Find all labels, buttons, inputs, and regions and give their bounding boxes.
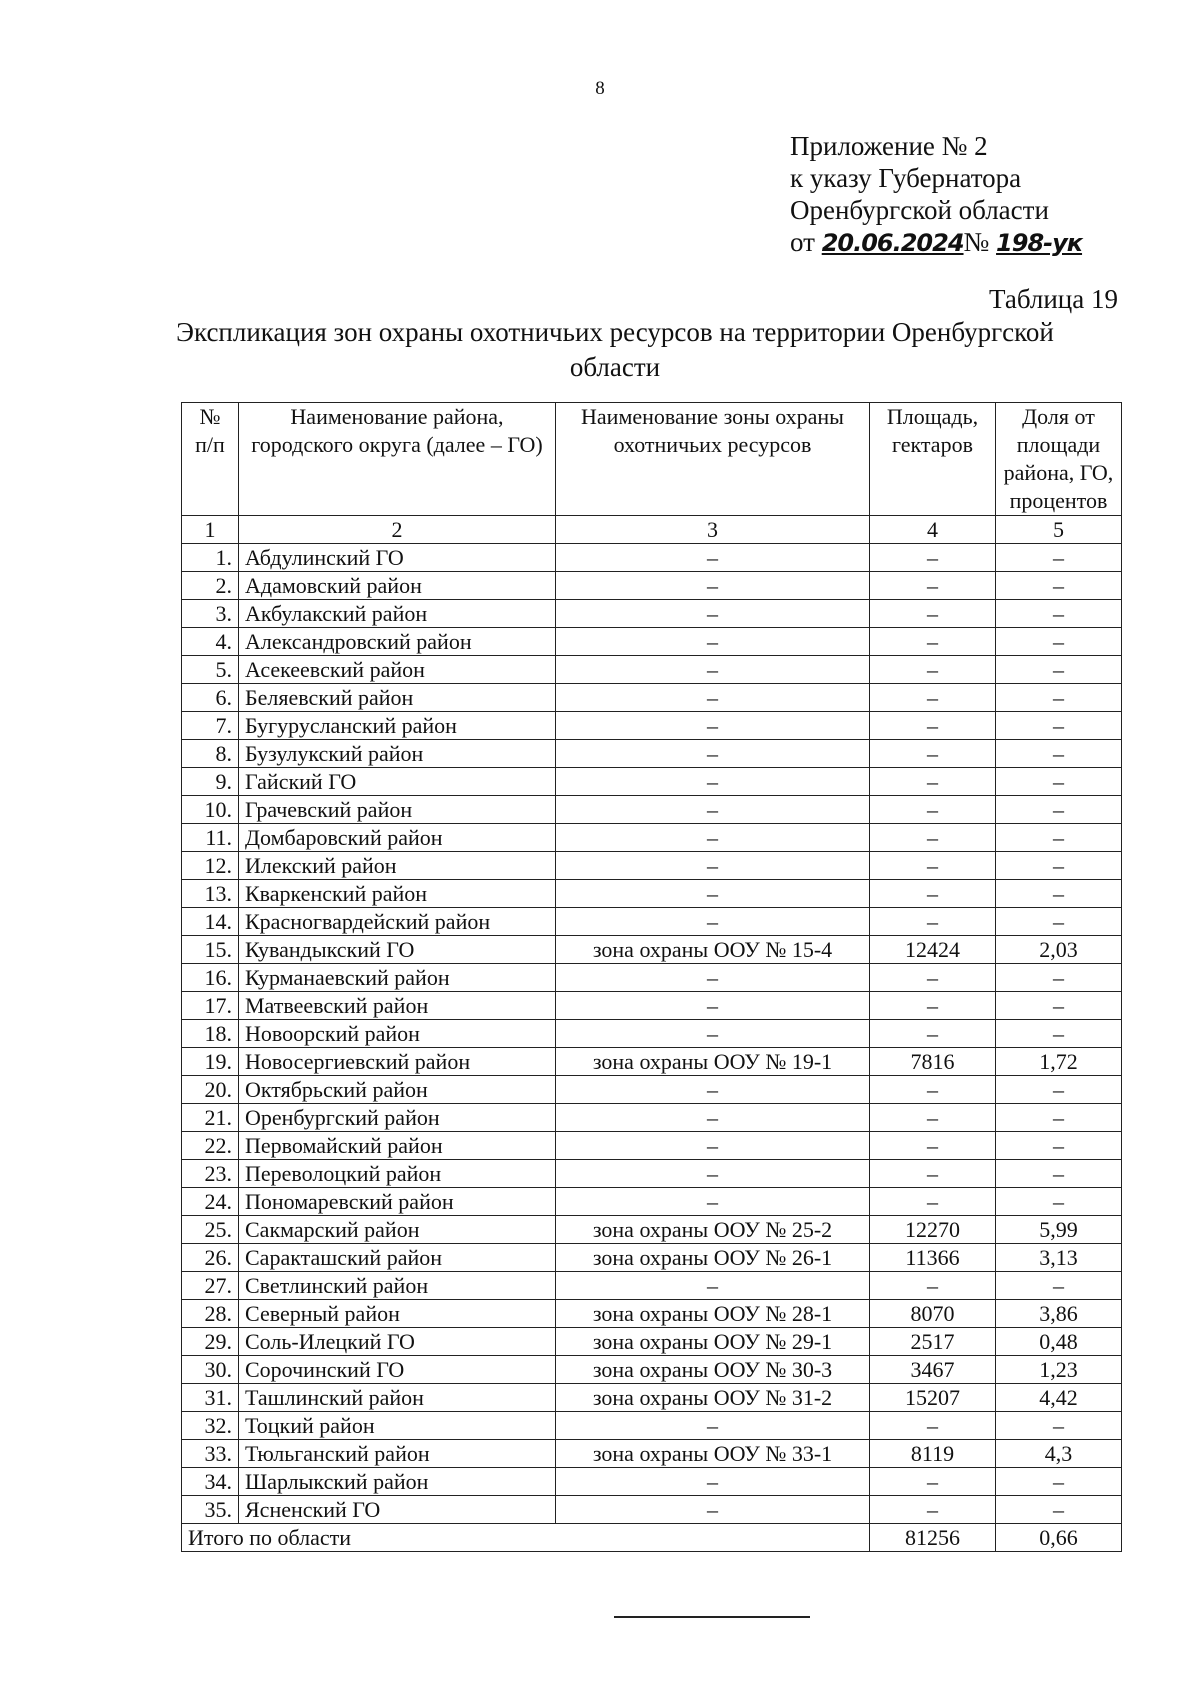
total-share: 0,66 bbox=[996, 1524, 1122, 1552]
total-area: 81256 bbox=[870, 1524, 996, 1552]
share-value: – bbox=[996, 964, 1122, 992]
zone-name: – bbox=[556, 1076, 870, 1104]
row-number: 28. bbox=[182, 1300, 239, 1328]
district-name: Светлинский район bbox=[239, 1272, 556, 1300]
area-value: – bbox=[870, 1020, 996, 1048]
table-row bbox=[182, 1020, 1122, 1048]
district-name: Ясненский ГО bbox=[239, 1496, 556, 1524]
zone-name: зона охраны ООУ № 25-2 bbox=[556, 1216, 870, 1244]
row-number: 5. bbox=[182, 656, 239, 684]
share-value: – bbox=[996, 908, 1122, 936]
row-number: 30. bbox=[182, 1356, 239, 1384]
row-number: 24. bbox=[182, 1188, 239, 1216]
share-value: – bbox=[996, 740, 1122, 768]
row-number: 9. bbox=[182, 768, 239, 796]
share-value: – bbox=[996, 684, 1122, 712]
zone-name: – bbox=[556, 656, 870, 684]
district-name: Северный район bbox=[239, 1300, 556, 1328]
district-name: Соль-Илецкий ГО bbox=[239, 1328, 556, 1356]
zone-name: – bbox=[556, 796, 870, 824]
zone-name: зона охраны ООУ № 15-4 bbox=[556, 936, 870, 964]
zone-name: зона охраны ООУ № 30-3 bbox=[556, 1356, 870, 1384]
area-value: – bbox=[870, 600, 996, 628]
row-number: 18. bbox=[182, 1020, 239, 1048]
area-value: – bbox=[870, 628, 996, 656]
district-name: Новосергиевский район bbox=[239, 1048, 556, 1076]
row-number: 19. bbox=[182, 1048, 239, 1076]
area-value: 8119 bbox=[870, 1440, 996, 1468]
district-name: Грачевский район bbox=[239, 796, 556, 824]
table-row bbox=[182, 1272, 1122, 1300]
area-value: – bbox=[870, 796, 996, 824]
district-name: Александровский район bbox=[239, 628, 556, 656]
zone-name: – bbox=[556, 1496, 870, 1524]
table-row bbox=[182, 1356, 1122, 1384]
row-number: 21. bbox=[182, 1104, 239, 1132]
share-value: 0,48 bbox=[996, 1328, 1122, 1356]
table-row bbox=[182, 712, 1122, 740]
area-value: – bbox=[870, 1496, 996, 1524]
area-value: – bbox=[870, 992, 996, 1020]
share-value: 4,3 bbox=[996, 1440, 1122, 1468]
area-value: – bbox=[870, 1272, 996, 1300]
table-row bbox=[182, 1132, 1122, 1160]
table-row bbox=[182, 1160, 1122, 1188]
area-value: – bbox=[870, 768, 996, 796]
column-number: 3 bbox=[556, 516, 870, 544]
area-value: – bbox=[870, 1104, 996, 1132]
share-value: 3,13 bbox=[996, 1244, 1122, 1272]
area-value: 12424 bbox=[870, 936, 996, 964]
district-name: Матвеевский район bbox=[239, 992, 556, 1020]
district-name: Сакмарский район bbox=[239, 1216, 556, 1244]
district-name: Асекеевский район bbox=[239, 656, 556, 684]
column-number: 4 bbox=[870, 516, 996, 544]
district-name: Красногвардейский район bbox=[239, 908, 556, 936]
zone-name: – bbox=[556, 992, 870, 1020]
row-number: 2. bbox=[182, 572, 239, 600]
zone-name: – bbox=[556, 1272, 870, 1300]
row-number: 35. bbox=[182, 1496, 239, 1524]
share-value: – bbox=[996, 1104, 1122, 1132]
table-row bbox=[182, 1328, 1122, 1356]
table-row bbox=[182, 628, 1122, 656]
share-value: – bbox=[996, 656, 1122, 684]
zone-name: – bbox=[556, 852, 870, 880]
area-value: – bbox=[870, 544, 996, 572]
area-value: 11366 bbox=[870, 1244, 996, 1272]
district-name: Бузулукский район bbox=[239, 740, 556, 768]
zone-name: зона охраны ООУ № 29-1 bbox=[556, 1328, 870, 1356]
share-value: 1,23 bbox=[996, 1356, 1122, 1384]
table-row bbox=[182, 768, 1122, 796]
district-name: Бугурусланский район bbox=[239, 712, 556, 740]
row-number: 4. bbox=[182, 628, 239, 656]
share-value: – bbox=[996, 880, 1122, 908]
header-district: Наименование района, городского округа (далее – ГО) bbox=[239, 403, 556, 516]
zone-name: – bbox=[556, 712, 870, 740]
share-value: – bbox=[996, 1412, 1122, 1440]
footer-divider bbox=[614, 1616, 810, 1618]
zone-name: – bbox=[556, 628, 870, 656]
area-value: 8070 bbox=[870, 1300, 996, 1328]
header-number: № п/п bbox=[182, 403, 239, 516]
row-number: 12. bbox=[182, 852, 239, 880]
area-value: – bbox=[870, 572, 996, 600]
row-number: 1. bbox=[182, 544, 239, 572]
district-name: Беляевский район bbox=[239, 684, 556, 712]
total-label: Итого по области bbox=[182, 1524, 870, 1552]
zone-name: – bbox=[556, 1188, 870, 1216]
area-value: – bbox=[870, 1412, 996, 1440]
table-row bbox=[182, 1076, 1122, 1104]
area-value: – bbox=[870, 712, 996, 740]
table-row bbox=[182, 600, 1122, 628]
zone-name: – bbox=[556, 908, 870, 936]
area-value: 2517 bbox=[870, 1328, 996, 1356]
area-value: – bbox=[870, 1160, 996, 1188]
share-value: – bbox=[996, 824, 1122, 852]
share-value: – bbox=[996, 544, 1122, 572]
share-value: – bbox=[996, 1132, 1122, 1160]
table-header-row bbox=[182, 403, 1122, 516]
column-number: 5 bbox=[996, 516, 1122, 544]
share-value: – bbox=[996, 768, 1122, 796]
table-row bbox=[182, 824, 1122, 852]
share-value: 4,42 bbox=[996, 1384, 1122, 1412]
share-value: 3,86 bbox=[996, 1300, 1122, 1328]
row-number: 14. bbox=[182, 908, 239, 936]
zone-name: – bbox=[556, 768, 870, 796]
district-name: Первомайский район bbox=[239, 1132, 556, 1160]
table-row bbox=[182, 1496, 1122, 1524]
district-name: Новоорский район bbox=[239, 1020, 556, 1048]
district-name: Саракташский район bbox=[239, 1244, 556, 1272]
district-name: Тюльганский район bbox=[239, 1440, 556, 1468]
appendix-line-1: Приложение № 2 bbox=[790, 131, 988, 161]
share-value: – bbox=[996, 796, 1122, 824]
area-value: 3467 bbox=[870, 1356, 996, 1384]
zone-name: – bbox=[556, 1132, 870, 1160]
share-value: – bbox=[996, 1160, 1122, 1188]
table-row bbox=[182, 796, 1122, 824]
share-value: 1,72 bbox=[996, 1048, 1122, 1076]
row-number: 34. bbox=[182, 1468, 239, 1496]
table-row bbox=[182, 1468, 1122, 1496]
row-number: 13. bbox=[182, 880, 239, 908]
decree-date: 20.06.2024 bbox=[821, 229, 964, 257]
table-row bbox=[182, 544, 1122, 572]
zone-name: зона охраны ООУ № 33-1 bbox=[556, 1440, 870, 1468]
table-row bbox=[182, 1048, 1122, 1076]
district-name: Сорочинский ГО bbox=[239, 1356, 556, 1384]
zone-name: зона охраны ООУ № 26-1 bbox=[556, 1244, 870, 1272]
zone-name: – bbox=[556, 964, 870, 992]
area-value: – bbox=[870, 1468, 996, 1496]
row-number: 6. bbox=[182, 684, 239, 712]
row-number: 15. bbox=[182, 936, 239, 964]
share-value: – bbox=[996, 1076, 1122, 1104]
zone-name: – bbox=[556, 544, 870, 572]
share-value: – bbox=[996, 1496, 1122, 1524]
table-row bbox=[182, 572, 1122, 600]
district-name: Кувандыкский ГО bbox=[239, 936, 556, 964]
share-value: – bbox=[996, 712, 1122, 740]
table-row bbox=[182, 1412, 1122, 1440]
row-number: 26. bbox=[182, 1244, 239, 1272]
area-value: – bbox=[870, 1076, 996, 1104]
table-row bbox=[182, 1104, 1122, 1132]
row-number: 3. bbox=[182, 600, 239, 628]
zone-name: – bbox=[556, 824, 870, 852]
decree-number: 198-ук bbox=[996, 229, 1083, 257]
header-area: Площадь, гектаров bbox=[870, 403, 996, 516]
area-value: – bbox=[870, 684, 996, 712]
share-value: – bbox=[996, 1272, 1122, 1300]
area-value: 12270 bbox=[870, 1216, 996, 1244]
share-value: – bbox=[996, 1020, 1122, 1048]
appendix-block bbox=[790, 130, 1082, 259]
table-row bbox=[182, 1216, 1122, 1244]
share-value: – bbox=[996, 992, 1122, 1020]
area-value: – bbox=[870, 656, 996, 684]
share-value: – bbox=[996, 1468, 1122, 1496]
number-label: № bbox=[963, 227, 990, 257]
table-row bbox=[182, 1440, 1122, 1468]
zone-name: – bbox=[556, 1160, 870, 1188]
share-value: – bbox=[996, 628, 1122, 656]
zone-name: – bbox=[556, 880, 870, 908]
row-number: 10. bbox=[182, 796, 239, 824]
row-number: 33. bbox=[182, 1440, 239, 1468]
table-row bbox=[182, 1384, 1122, 1412]
zone-name: – bbox=[556, 1104, 870, 1132]
table-row bbox=[182, 852, 1122, 880]
table-row bbox=[182, 684, 1122, 712]
table-row bbox=[182, 656, 1122, 684]
header-zone: Наименование зоны охраны охотничьих ресурсов bbox=[556, 403, 870, 516]
area-value: – bbox=[870, 908, 996, 936]
row-number: 32. bbox=[182, 1412, 239, 1440]
table-number: Таблица 19 bbox=[989, 284, 1118, 314]
row-number: 16. bbox=[182, 964, 239, 992]
district-name: Курманаевский район bbox=[239, 964, 556, 992]
row-number: 25. bbox=[182, 1216, 239, 1244]
area-value: – bbox=[870, 964, 996, 992]
document-title: Экспликация зон охраны охотничьих ресурсов на территории Оренбургской области bbox=[176, 317, 1054, 382]
page-number: 8 bbox=[595, 78, 605, 99]
district-name: Ташлинский район bbox=[239, 1384, 556, 1412]
row-number: 29. bbox=[182, 1328, 239, 1356]
explication-table bbox=[181, 402, 1122, 1552]
row-number: 8. bbox=[182, 740, 239, 768]
district-name: Кваркенский район bbox=[239, 880, 556, 908]
row-number: 7. bbox=[182, 712, 239, 740]
district-name: Гайский ГО bbox=[239, 768, 556, 796]
area-value: – bbox=[870, 1132, 996, 1160]
row-number: 27. bbox=[182, 1272, 239, 1300]
zone-name: зона охраны ООУ № 19-1 bbox=[556, 1048, 870, 1076]
total-row bbox=[182, 1524, 1122, 1552]
header-share: Доля от площади района, ГО, процентов bbox=[996, 403, 1122, 516]
district-name: Акбулакский район bbox=[239, 600, 556, 628]
table-row bbox=[182, 908, 1122, 936]
row-number: 31. bbox=[182, 1384, 239, 1412]
area-value: – bbox=[870, 824, 996, 852]
district-name: Илекский район bbox=[239, 852, 556, 880]
column-number: 1 bbox=[182, 516, 239, 544]
district-name: Оренбургский район bbox=[239, 1104, 556, 1132]
share-value: 2,03 bbox=[996, 936, 1122, 964]
zone-name: зона охраны ООУ № 31-2 bbox=[556, 1384, 870, 1412]
column-number: 2 bbox=[239, 516, 556, 544]
share-value: – bbox=[996, 1188, 1122, 1216]
from-label: от bbox=[790, 227, 815, 257]
share-value: 5,99 bbox=[996, 1216, 1122, 1244]
zone-name: – bbox=[556, 1468, 870, 1496]
district-name: Тоцкий район bbox=[239, 1412, 556, 1440]
zone-name: – bbox=[556, 1020, 870, 1048]
column-number-row bbox=[182, 516, 1122, 544]
zone-name: – bbox=[556, 740, 870, 768]
district-name: Домбаровский район bbox=[239, 824, 556, 852]
zone-name: – bbox=[556, 1412, 870, 1440]
table-row bbox=[182, 1244, 1122, 1272]
area-value: 7816 bbox=[870, 1048, 996, 1076]
row-number: 17. bbox=[182, 992, 239, 1020]
zone-name: – bbox=[556, 600, 870, 628]
zone-name: – bbox=[556, 684, 870, 712]
share-value: – bbox=[996, 600, 1122, 628]
area-value: – bbox=[870, 852, 996, 880]
district-name: Шарлыкский район bbox=[239, 1468, 556, 1496]
row-number: 23. bbox=[182, 1160, 239, 1188]
share-value: – bbox=[996, 852, 1122, 880]
area-value: – bbox=[870, 880, 996, 908]
district-name: Октябрьский район bbox=[239, 1076, 556, 1104]
appendix-line-4 bbox=[790, 226, 1082, 259]
district-name: Адамовский район bbox=[239, 572, 556, 600]
table-row bbox=[182, 740, 1122, 768]
district-name: Пономаревский район bbox=[239, 1188, 556, 1216]
area-value: 15207 bbox=[870, 1384, 996, 1412]
zone-name: зона охраны ООУ № 28-1 bbox=[556, 1300, 870, 1328]
area-value: – bbox=[870, 740, 996, 768]
table-row bbox=[182, 964, 1122, 992]
zone-name: – bbox=[556, 572, 870, 600]
row-number: 11. bbox=[182, 824, 239, 852]
table-row bbox=[182, 1300, 1122, 1328]
table-row bbox=[182, 880, 1122, 908]
row-number: 20. bbox=[182, 1076, 239, 1104]
table-row bbox=[182, 936, 1122, 964]
share-value: – bbox=[996, 572, 1122, 600]
table-row bbox=[182, 1188, 1122, 1216]
district-name: Переволоцкий район bbox=[239, 1160, 556, 1188]
district-name: Абдулинский ГО bbox=[239, 544, 556, 572]
appendix-line-3: Оренбургской области bbox=[790, 195, 1049, 225]
appendix-line-2: к указу Губернатора bbox=[790, 163, 1022, 193]
table-row bbox=[182, 992, 1122, 1020]
area-value: – bbox=[870, 1188, 996, 1216]
row-number: 22. bbox=[182, 1132, 239, 1160]
